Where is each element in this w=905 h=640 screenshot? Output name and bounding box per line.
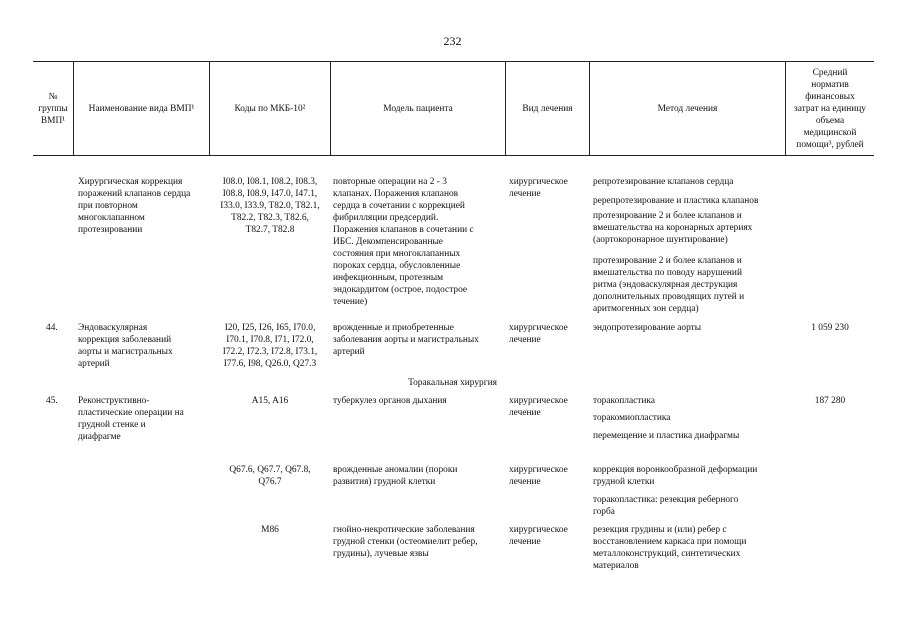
page-number: 232 bbox=[443, 34, 462, 48]
vmp-name: Реконструктивно- пластические операции на грудной стенке и диафрагме bbox=[78, 396, 184, 442]
treatment-method: перемещение и пластика диафрагмы bbox=[593, 431, 740, 441]
header-treatment-method: Метод лечения bbox=[589, 62, 785, 155]
treatment-method: эндопротезирование аорты bbox=[593, 323, 702, 333]
header-icd-codes: Коды по МКБ-10² bbox=[209, 62, 330, 155]
patient-model: туберкулез органов дыхания bbox=[333, 396, 447, 406]
icd-codes: I08.0, I08.1, I08.2, I08.3, I08.8, I08.9, I47.0, I47.1, I33.0, I33.9, T82.0, T82.1, T82.2, T82.3, T82.6, T82.7, T82.8 bbox=[220, 177, 320, 235]
vmp-name: Хирургическая коррекция поражений клапанов сердца при повторном многоклапанном протезировании bbox=[78, 177, 191, 235]
patient-model: врожденные и приобретенные заболевания аорты и магистральных артерий bbox=[333, 323, 479, 357]
header-bottom-rule bbox=[33, 155, 874, 156]
treatment-method: резекция грудины и (или) ребер с восстановлением каркаса при помощи металлоконструкций, синтетических материалов bbox=[593, 525, 747, 571]
header-cost-norm: Средний норматив финансовых затрат на единицу объема медицинской помощи³, рублей bbox=[785, 62, 874, 155]
treatment-method: репротезирование клапанов сердца bbox=[593, 177, 734, 187]
treatment-method: протезирование 2 и более клапанов и вмешательства на коронарных артериях (аортокоронарное шунтирование) bbox=[593, 211, 753, 245]
treatment-type: хирургическое лечение bbox=[509, 525, 568, 547]
header-group-number: № группы ВМП¹ bbox=[38, 91, 68, 126]
treatment-type: хирургическое лечение bbox=[509, 323, 568, 345]
icd-codes: A15, A16 bbox=[251, 396, 289, 406]
header-patient-model: Модель пациента bbox=[330, 62, 505, 155]
treatment-method: коррекция воронкообразной деформации грудной клетки bbox=[593, 465, 758, 487]
patient-model: повторные операции на 2 - 3 клапанах. Поражения клапанов сердца в сочетании с коррекцией фибрилляции предсердий. Поражения клапанов в сочетании с ИБС. Декомпенсированные состояния при многоклапанных пороках сердца, обусловленные инфекционным, протезным эндокардитом (острое, подострое течение) bbox=[333, 177, 474, 307]
treatment-type: хирургическое лечение bbox=[509, 396, 568, 418]
group-number: 44. bbox=[46, 323, 58, 333]
treatment-method: ререпротезирование и пластика клапанов bbox=[593, 196, 759, 206]
section-heading: Торакальная хирургия bbox=[408, 378, 497, 388]
cost-norm: 1 059 230 bbox=[811, 323, 849, 333]
group-number: 45. bbox=[46, 396, 58, 406]
vmp-name: Эндоваскулярная коррекция заболеваний аорты и магистральных артерий bbox=[78, 323, 173, 369]
icd-codes: I20, I25, I26, I65, I70.0, I70.1, I70.8, I71, I72.0, I72.2, I72.3, I72.8, I73.1, I77.6, I98, Q26.0, Q27.3 bbox=[222, 323, 318, 369]
icd-codes: Q67.6, Q67.7, Q67.8, Q76.7 bbox=[229, 465, 311, 487]
header-treatment-type: Вид лечения bbox=[505, 62, 589, 155]
treatment-method: торакопластика: резекция реберного горба bbox=[593, 495, 739, 517]
treatment-type: хирургическое лечение bbox=[509, 177, 568, 199]
patient-model: гнойно-некротические заболевания грудной стенки (остеомиелит ребер, грудины), лучевые язвы bbox=[333, 525, 478, 559]
treatment-method: торакопластика bbox=[593, 396, 655, 406]
cost-norm: 187 280 bbox=[814, 396, 846, 406]
treatment-type: хирургическое лечение bbox=[509, 465, 568, 487]
icd-codes: M86 bbox=[261, 525, 279, 535]
treatment-method: торакомиопластика bbox=[593, 413, 671, 423]
treatment-method: протезирование 2 и более клапанов и вмешательства по поводу нарушений ритма (эндоваскулярная деструкция дополнительных проводящих путей и аритмогенных зон сердца) bbox=[593, 256, 745, 314]
patient-model: врожденные аномалии (пороки развития) грудной клетки bbox=[333, 465, 458, 487]
header-vmp-name: Наименование вида ВМП¹ bbox=[73, 62, 209, 155]
